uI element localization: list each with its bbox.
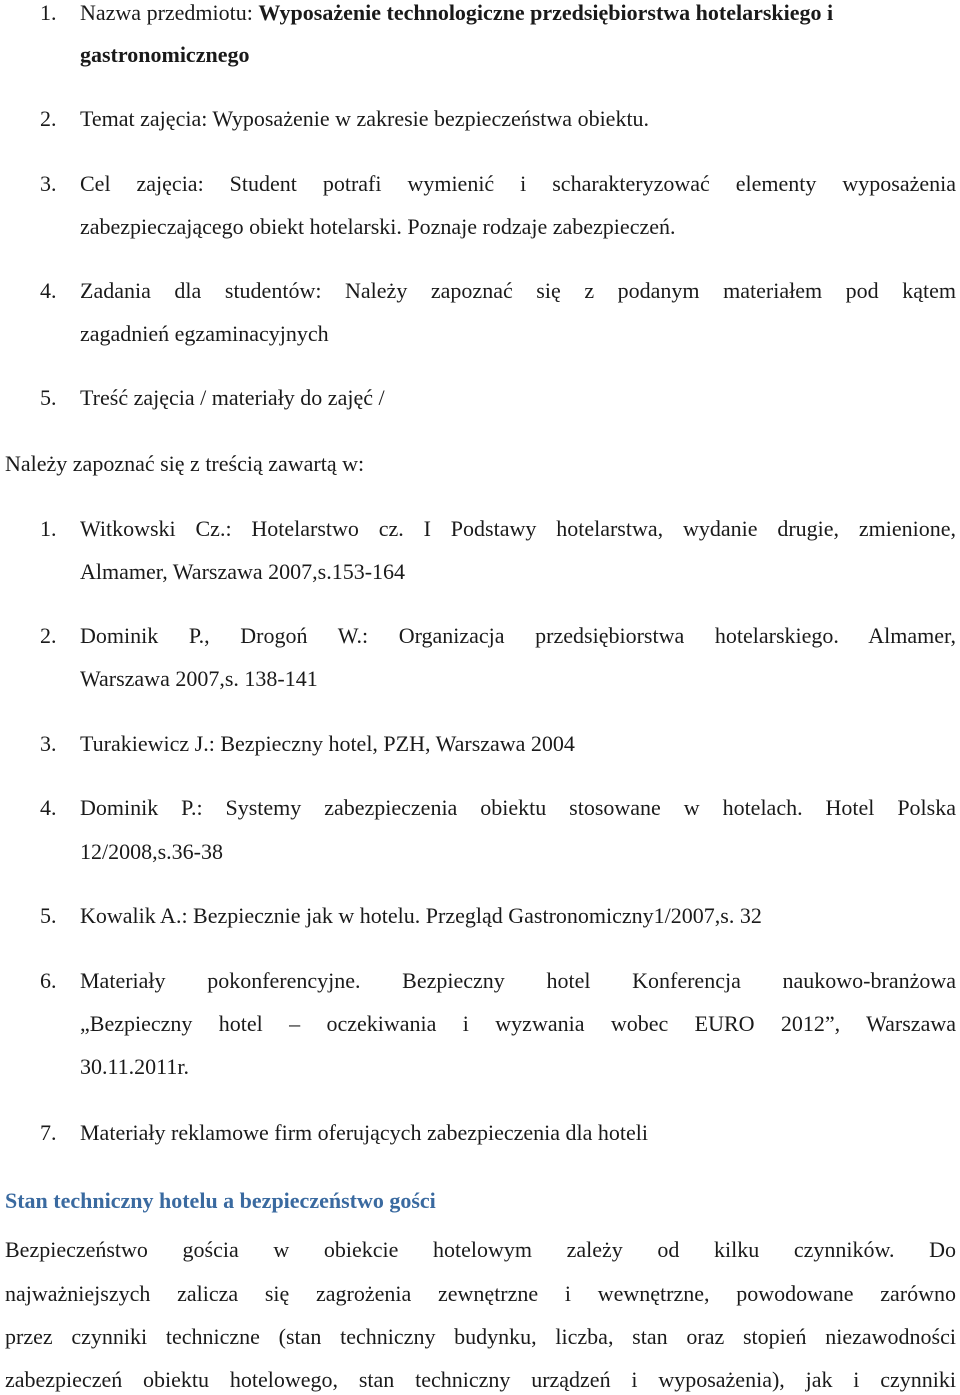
item-text: Temat zajęcia: Wyposażenie w zakresie bezpieczeństwa obiektu. bbox=[80, 106, 650, 131]
paragraph-line-3 bbox=[0, 1322, 960, 1352]
item-text: zagadnień egzaminacyjnych bbox=[80, 321, 329, 346]
paragraph-text: najważniejszych zalicza się zagrożenia zewnętrzne i wewnętrzne, powodowane zarówno bbox=[5, 1281, 956, 1306]
reference-text: Kowalik A.: Bezpiecznie jak w hotelu. Przegląd Gastronomiczny1/2007,s. 32 bbox=[80, 903, 762, 928]
intro-text: Należy zapoznać się z treścią zawartą w: bbox=[5, 451, 365, 476]
section-heading: Stan techniczny hotelu a bezpieczeństwo gości bbox=[5, 1188, 436, 1213]
paragraph-text: przez czynniki techniczne (stan techniczny budynku, liczba, stan oraz stopień niezawodności bbox=[5, 1324, 956, 1349]
item-number: 3. bbox=[40, 171, 57, 196]
item-number: 5. bbox=[40, 385, 57, 410]
reference-number: 6. bbox=[40, 968, 57, 993]
item-text: Treść zajęcia / materiały do zajęć / bbox=[80, 385, 385, 410]
reference-number: 7. bbox=[40, 1120, 57, 1145]
reference-4-continued bbox=[0, 837, 960, 867]
item-1 bbox=[0, 0, 960, 28]
item-4-continued bbox=[0, 319, 960, 349]
item-4 bbox=[0, 276, 960, 306]
reference-number: 4. bbox=[40, 795, 57, 820]
reference-1 bbox=[0, 514, 960, 544]
item-text: Nazwa przedmiotu: Wyposażenie technologiczne przedsiębiorstwa hotelarskiego i bbox=[80, 0, 834, 25]
item-text: zabezpieczającego obiekt hotelarski. Poznaje rodzaje zabezpieczeń. bbox=[80, 214, 676, 239]
reference-6-continued bbox=[0, 1009, 960, 1039]
reference-7 bbox=[0, 1118, 960, 1148]
intro-line bbox=[0, 449, 960, 479]
reference-number: 5. bbox=[40, 903, 57, 928]
reference-5 bbox=[0, 901, 960, 931]
item-5 bbox=[0, 383, 960, 413]
course-name-continued: gastronomicznego bbox=[80, 42, 250, 67]
item-text: Cel zajęcia: Student potrafi wymienić i scharakteryzować elementy wyposażenia bbox=[80, 171, 956, 196]
reference-number: 1. bbox=[40, 516, 57, 541]
item-2 bbox=[0, 104, 960, 134]
item-number: 2. bbox=[40, 106, 57, 131]
reference-text: Dominik P.: Systemy zabezpieczenia obiektu stosowane w hotelach. Hotel Polska bbox=[80, 795, 956, 820]
reference-number: 2. bbox=[40, 623, 57, 648]
item-number: 4. bbox=[40, 278, 57, 303]
item-3 bbox=[0, 169, 960, 199]
paragraph-line-1 bbox=[0, 1235, 960, 1265]
reference-text: 12/2008,s.36-38 bbox=[80, 839, 223, 864]
item-3-continued bbox=[0, 212, 960, 242]
course-name: Wyposażenie technologiczne przedsiębiorstwa hotelarskiego i bbox=[258, 0, 834, 25]
paragraph-text: zabezpieczeń obiektu hotelowego, stan techniczny urządzeń i wyposażenia), jak i czynniki bbox=[5, 1367, 956, 1392]
reference-2-continued bbox=[0, 664, 960, 694]
item-number: 1. bbox=[40, 0, 57, 25]
reference-text: Witkowski Cz.: Hotelarstwo cz. I Podstawy hotelarstwa, wydanie drugie, zmienione, bbox=[80, 516, 956, 541]
topic-link[interactable]: Wyposażenie w zakresie bezpieczeństwa obiektu. bbox=[212, 106, 650, 131]
paragraph-line-2 bbox=[0, 1279, 960, 1309]
reference-3 bbox=[0, 729, 960, 759]
reference-number: 3. bbox=[40, 731, 57, 756]
reference-2 bbox=[0, 621, 960, 651]
paragraph-text: Bezpieczeństwo gościa w obiekcie hotelowym zależy od kilku czynników. Do bbox=[5, 1237, 956, 1262]
reference-text: Warszawa 2007,s. 138-141 bbox=[80, 666, 318, 691]
item-text: Zadania dla studentów: Należy zapoznać się z podanym materiałem pod kątem bbox=[80, 278, 956, 303]
reference-1-continued bbox=[0, 557, 960, 587]
reference-6-continued bbox=[0, 1052, 960, 1082]
reference-4 bbox=[0, 793, 960, 823]
paragraph-line-4 bbox=[0, 1365, 960, 1395]
reference-text: Almamer, Warszawa 2007,s.153-164 bbox=[80, 559, 406, 584]
reference-text: Turakiewicz J.: Bezpieczny hotel, PZH, Warszawa 2004 bbox=[80, 731, 575, 756]
reference-text: Materiały pokonferencyjne. Bezpieczny hotel Konferencja naukowo-branżowa bbox=[80, 968, 956, 993]
item-1-continued bbox=[0, 40, 960, 70]
section-heading-row bbox=[0, 1186, 960, 1216]
reference-6 bbox=[0, 966, 960, 996]
reference-text: „Bezpieczny hotel – oczekiwania i wyzwania wobec EURO 2012”, Warszawa bbox=[80, 1011, 956, 1036]
reference-text: Materiały reklamowe firm oferujących zabezpieczenia dla hoteli bbox=[80, 1120, 649, 1145]
reference-text: Dominik P., Drogoń W.: Organizacja przedsiębiorstwa hotelarskiego. Almamer, bbox=[80, 623, 956, 648]
reference-text: 30.11.2011r. bbox=[80, 1054, 189, 1079]
